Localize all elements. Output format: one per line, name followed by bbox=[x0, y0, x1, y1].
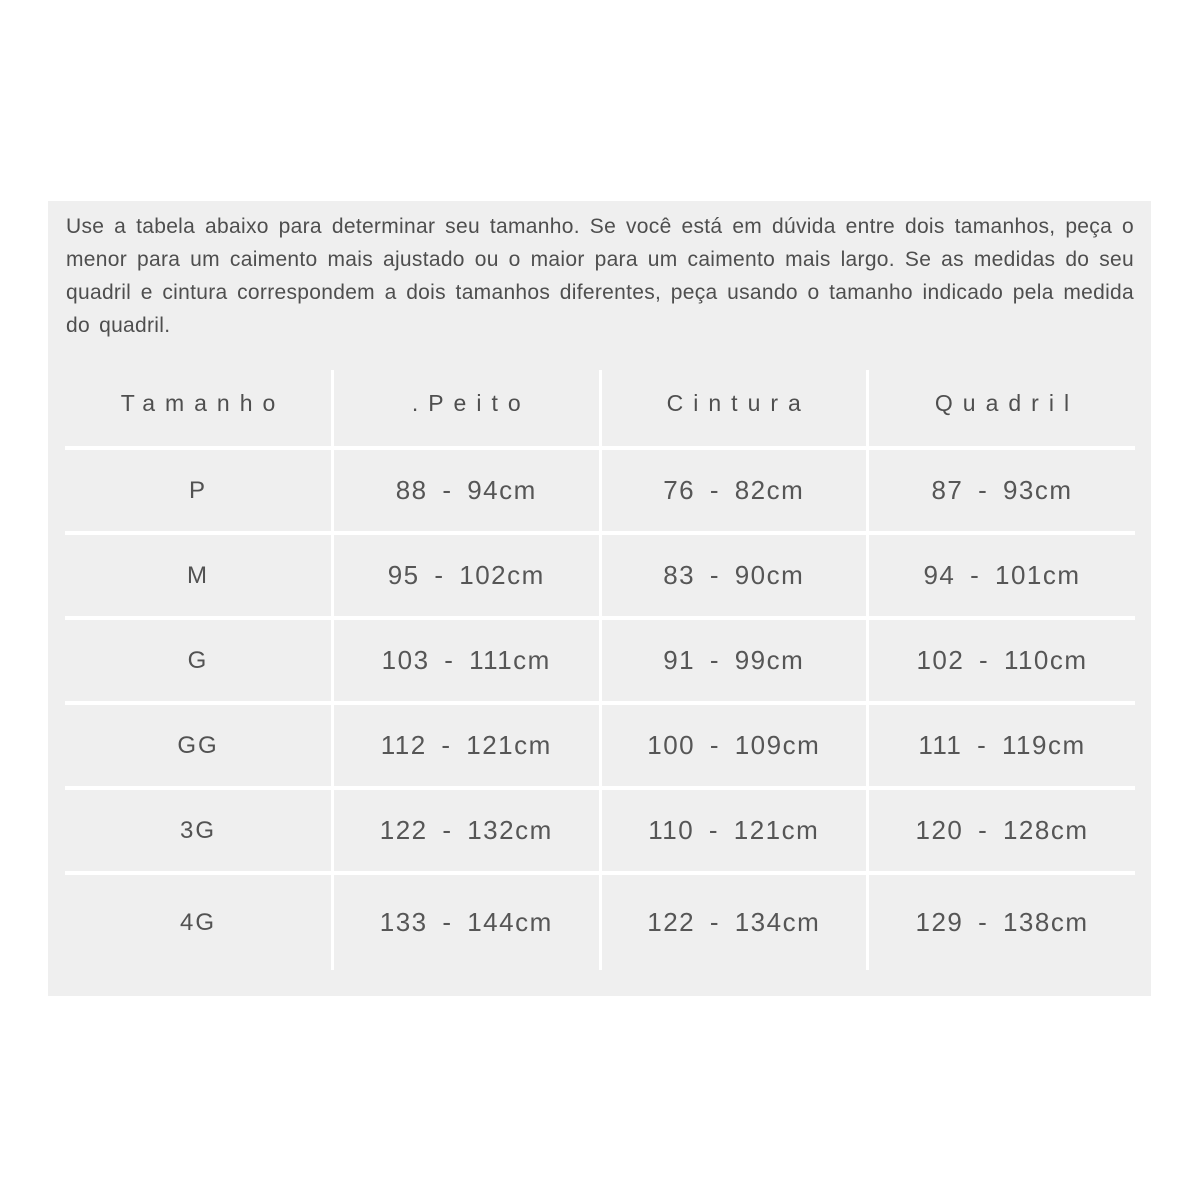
column-header-quadril: Quadril bbox=[868, 370, 1136, 448]
quadril-cell: 129 - 138cm bbox=[868, 873, 1136, 970]
table-row bbox=[65, 873, 1135, 970]
cintura-cell: 91 - 99cm bbox=[600, 618, 868, 703]
table-row bbox=[65, 618, 1135, 703]
size-cell: G bbox=[187, 646, 209, 674]
size-cell: GG bbox=[177, 731, 219, 759]
quadril-cell: 87 - 93cm bbox=[868, 448, 1136, 533]
cintura-cell: 100 - 109cm bbox=[600, 703, 868, 788]
peito-cell: 112 - 121cm bbox=[333, 703, 601, 788]
cintura-cell: 122 - 134cm bbox=[600, 873, 868, 970]
cintura-cell: 76 - 82cm bbox=[600, 448, 868, 533]
size-cell: P bbox=[188, 476, 207, 504]
table-row bbox=[65, 788, 1135, 873]
peito-cell: 88 - 94cm bbox=[333, 448, 601, 533]
quadril-cell: 111 - 119cm bbox=[868, 703, 1136, 788]
size-guide-intro: Use a tabela abaixo para determinar seu tamanho. Se você está em dúvida entre dois tamanhos, peça o menor para um caimento mais ajustado ou o maior para um caimento mais largo. Se as medidas do seu quadril e cintura correspondem a dois tamanhos diferentes, peça usando o tamanho indicado pela medida do quadril. bbox=[66, 215, 1134, 337]
table-row bbox=[65, 448, 1135, 533]
quadril-cell: 102 - 110cm bbox=[868, 618, 1136, 703]
table-row bbox=[65, 703, 1135, 788]
column-header-cintura: Cintura bbox=[600, 370, 868, 448]
quadril-cell: 120 - 128cm bbox=[868, 788, 1136, 873]
cintura-cell: 83 - 90cm bbox=[600, 533, 868, 618]
peito-cell: 122 - 132cm bbox=[333, 788, 601, 873]
size-table bbox=[65, 370, 1135, 970]
peito-cell: 133 - 144cm bbox=[333, 873, 601, 970]
size-cell: 4G bbox=[179, 908, 216, 936]
column-header-tamanho: Tamanho bbox=[120, 389, 286, 416]
column-header-peito: .Peito bbox=[333, 370, 601, 448]
size-guide-panel bbox=[48, 201, 1151, 996]
cintura-cell: 110 - 121cm bbox=[600, 788, 868, 873]
peito-cell: 95 - 102cm bbox=[333, 533, 601, 618]
peito-cell: 103 - 111cm bbox=[333, 618, 601, 703]
size-cell: 3G bbox=[179, 816, 216, 844]
quadril-cell: 94 - 101cm bbox=[868, 533, 1136, 618]
table-header-row bbox=[65, 370, 1135, 448]
table-row bbox=[65, 533, 1135, 618]
size-cell: M bbox=[187, 561, 209, 589]
